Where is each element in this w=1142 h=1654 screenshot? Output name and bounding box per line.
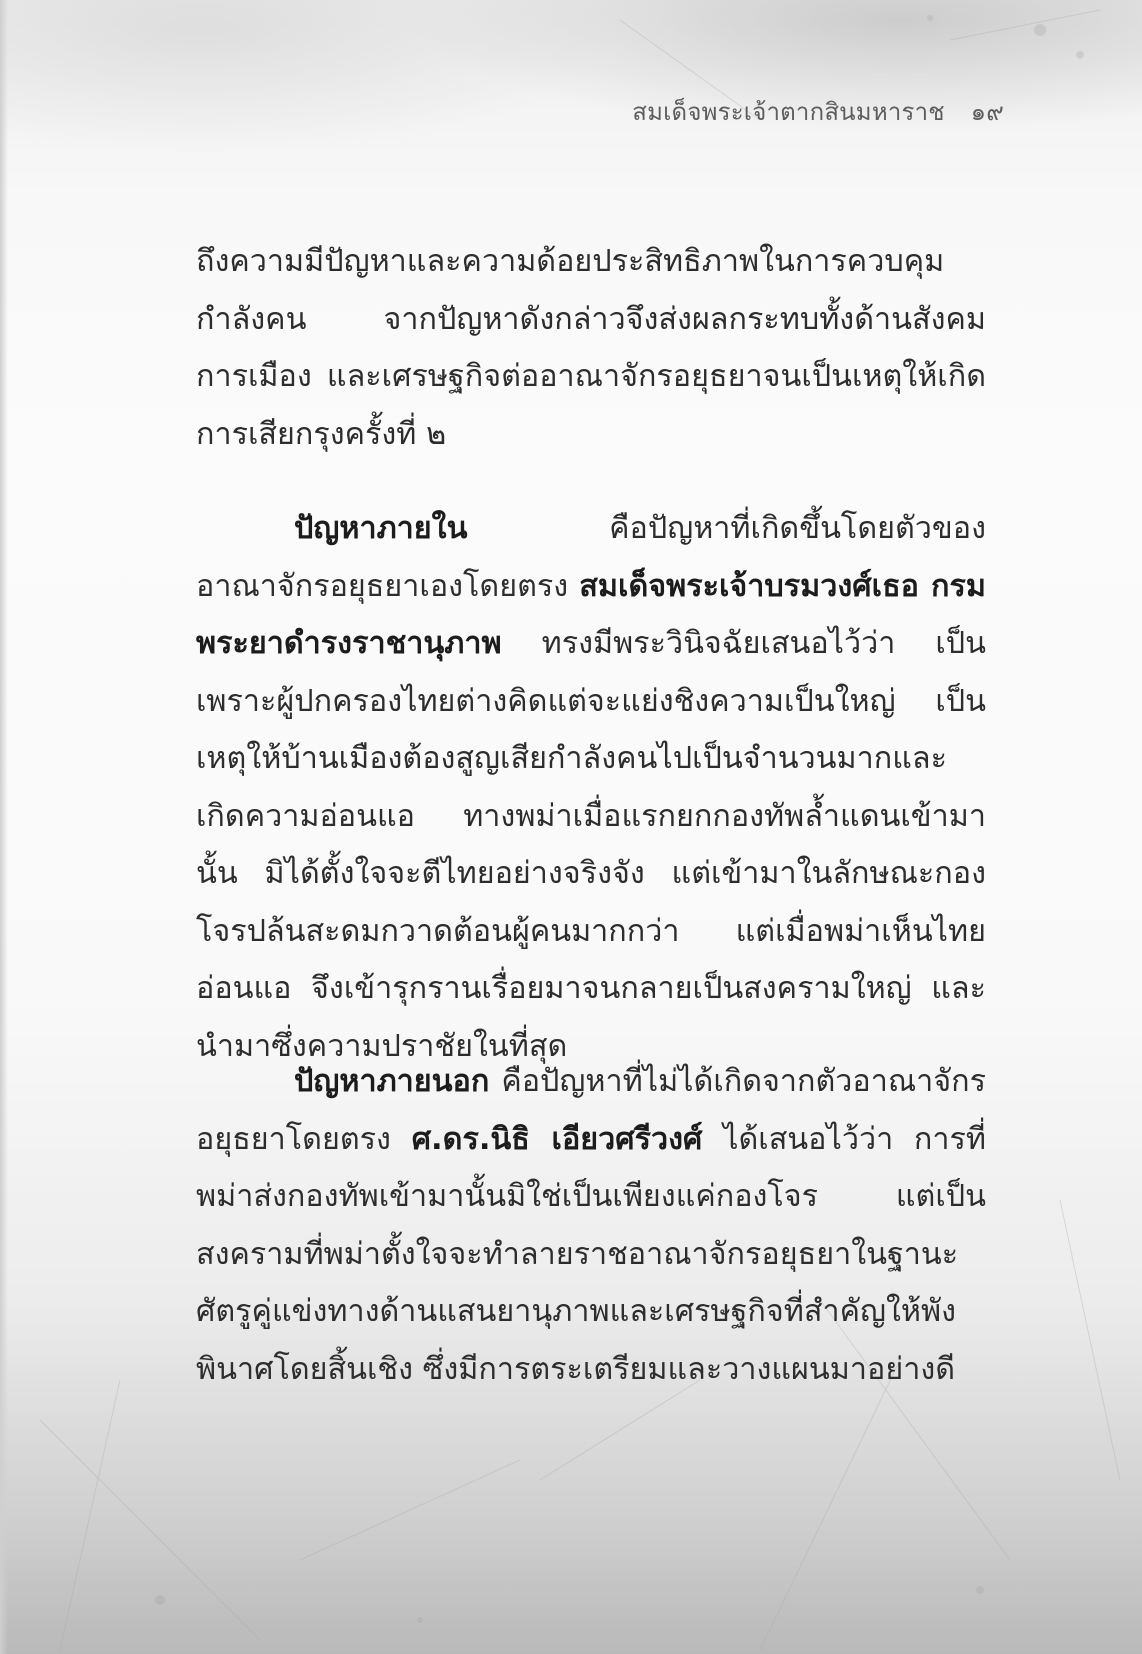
paragraph-text: ทรงมีพระวินิจฉัยเสนอไว้ว่า เป็นเพราะผู้ปกครองไทยต่างคิดแต่จะแย่งชิงความเป็นใหญ่ เป็นเหตุให้บ้านเมืองต้องสูญเสียกำลังคนไปเป็นจำนวนมากและเกิดความอ่อนแอ ทางพม่าเมื่อแรกยกกองทัพล้ำแดนเข้ามานั้น มิได้ตั้งใจจะตีไทยอย่างจริงจัง แต่เข้ามาในลักษณะกองโจรปล้นสะดมกวาดต้อนผู้คนมากกว่า แต่เมื่อพม่าเห็นไทยอ่อนแอ จึงเข้ารุกรานเรื่อยมาจนกลายเป็นสงครามใหญ่ และนำมาซึ่งความปราชัยในที่สุด xyxy=(196,626,986,1064)
paragraph-continuation xyxy=(196,233,986,463)
book-title: สมเด็จพระเจ้าตากสินมหาราช xyxy=(632,98,945,126)
page-number: ๑๙ xyxy=(970,98,1004,126)
paragraph-text: ถึงความมีปัญหาและความด้อยประสิทธิภาพในการควบคุมกำลังคน จากปัญหาดังกล่าวจึงส่งผลกระทบทั้งด้านสังคม การเมือง และเศรษฐกิจต่ออาณาจักรอยุธยาจนเป็นเหตุให้เกิดการเสียกรุงครั้งที่ ๒ xyxy=(196,244,986,452)
cited-person: สมเด็จพระเจ้าบรมวงศ์เธอ กรมพระยาดำรงราชานุภาพ xyxy=(196,568,986,661)
paragraph-text: คือปัญหาที่เกิดขึ้นโดยตัวของอาณาจักรอยุธยาเองโดยตรง xyxy=(196,511,986,604)
paragraph-internal-problems xyxy=(196,500,986,1075)
term-external-problems: ปัญหาภายนอก xyxy=(294,1064,490,1099)
running-header xyxy=(632,92,1004,131)
paragraph-text: คือปัญหาที่ไม่ได้เกิดจากตัวอาณาจักรอยุธยาโดยตรง xyxy=(196,1064,986,1157)
paragraph-external-problems xyxy=(196,1053,986,1398)
paragraph-text: ได้เสนอไว้ว่า การที่พม่าส่งกองทัพเข้ามานั้นมิใช่เป็นเพียงแค่กองโจร แต่เป็นสงครามที่พม่าตั้งใจจะทำลายราชอาณาจักรอยุธยาในฐานะศัตรูคู่แข่งทางด้านแสนยานุภาพและเศรษฐกิจที่สำคัญให้พังพินาศโดยสิ้นเชิง ซึ่งมีการตระเตรียมและวางแผนมาอย่างดี xyxy=(196,1121,987,1387)
term-internal-problems: ปัญหาภายใน xyxy=(294,511,468,546)
cited-person: ศ.ดร.นิธิ เอียวศรีวงศ์ xyxy=(411,1121,703,1157)
